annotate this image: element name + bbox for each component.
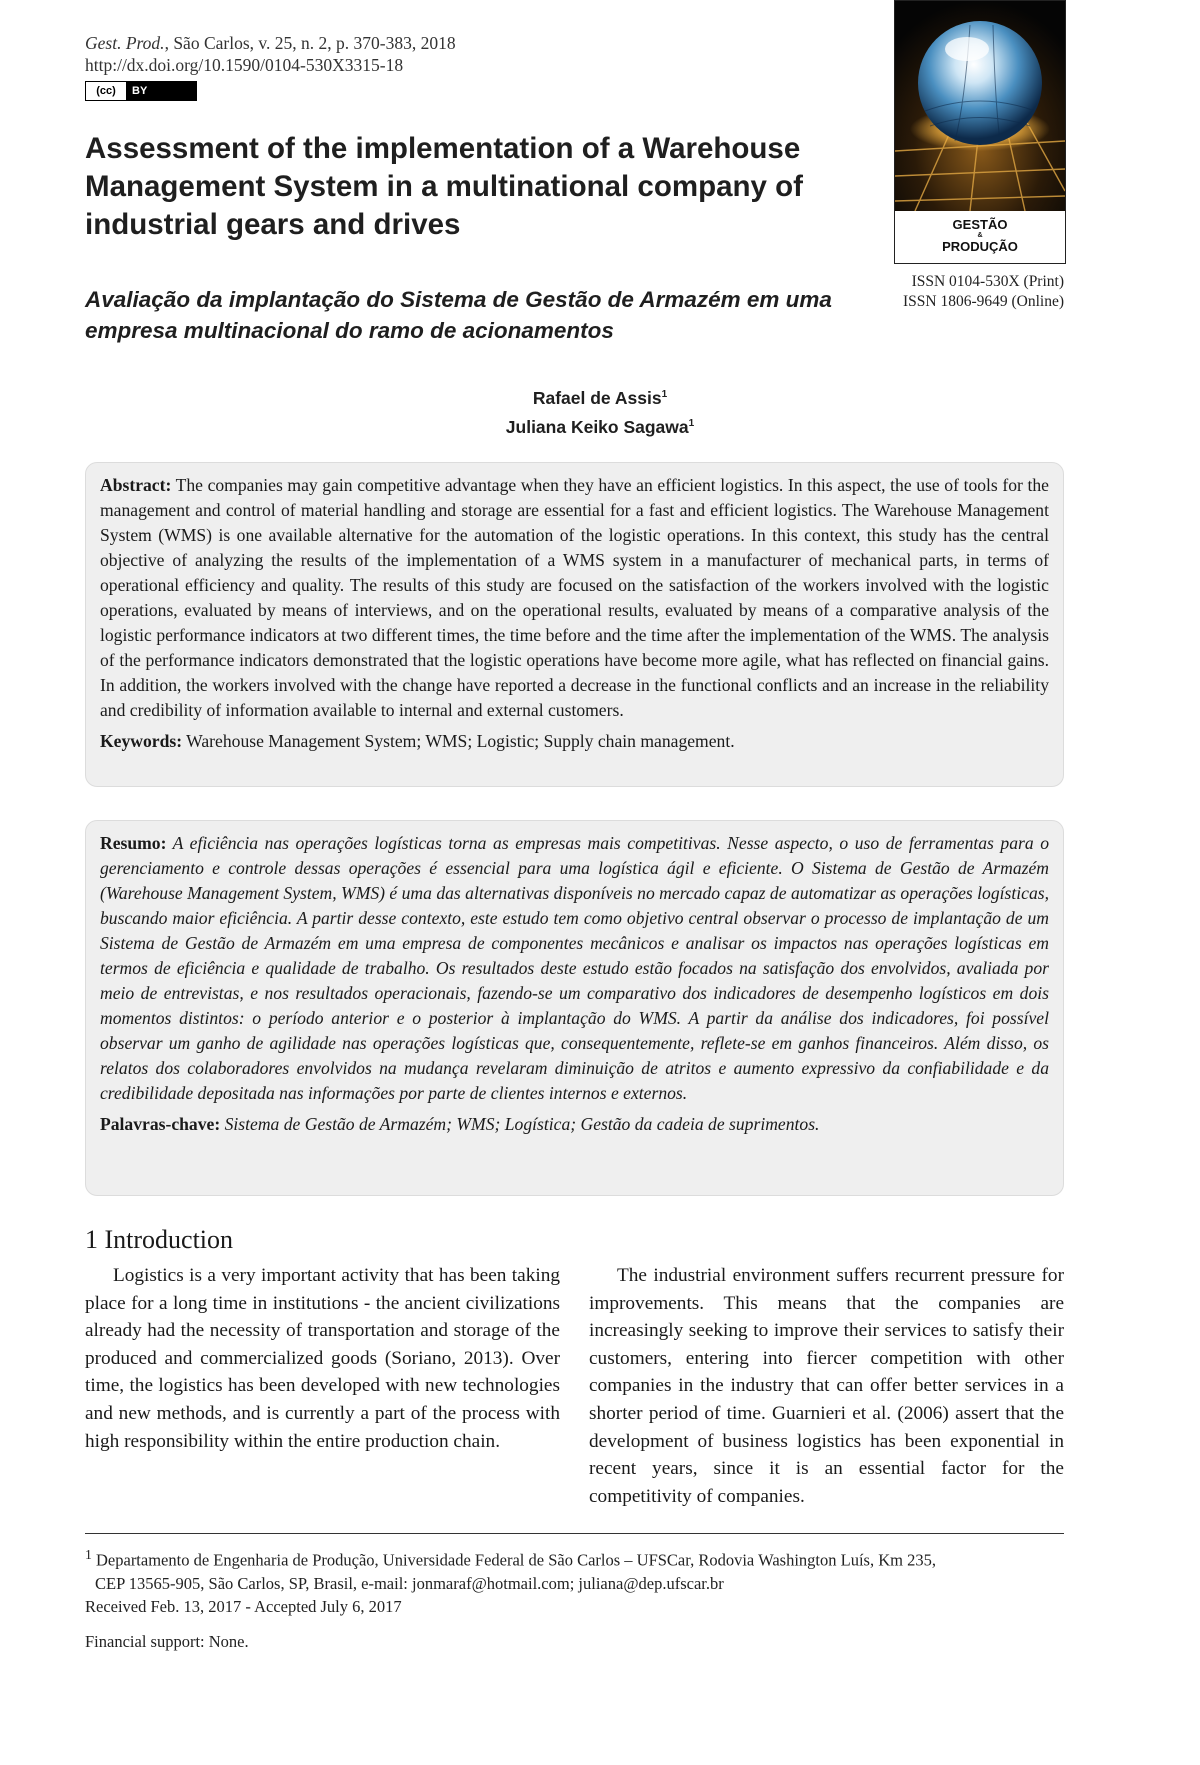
issn-block: [880, 272, 1064, 312]
keywords-label: Keywords:: [100, 731, 183, 751]
paper-subtitle: Avaliação da implantação do Sistema de Gestão de Armazém em uma empresa multinacional do ramo de acionamentos: [85, 287, 832, 343]
intro-paragraph: Logistics is a very important activity that has been taking place for a long time in institutions - the ancient civilizations already had the necessity of transportation and storage of the produced and commercialized goods (Soriano, 2013). Over time, the logistics has been developed with new technologies and new methods, and is currently a part of the process with high responsibility within the entire production chain.: [85, 1265, 560, 1452]
abstract-text: The companies may gain competitive advantage when they have an efficient logistics. In this aspect, the use of tools for the management and control of material handling and storage are essential for a fast and efficient logistics. The Warehouse Management System (WMS) is one available alternative for the automation of the logistic operations. In this context, this study has the central objective of analyzing the results of the implementation of a WMS system in a manufacturer of mechanical parts, in terms of operational efficiency and quality. The results of this study are focused on the satisfaction of the workers involved with the logistic operations, evaluated by means of interviews, and on the operational results, evaluated by means of a comparative analysis of the logistic performance indicators at two different times, the time before and the time after the implementation of the WMS. The analysis of the performance indicators demonstrated that the logistic operations have become more agile, what has reflected on financial gains. In addition, the workers involved with the change have reported a decrease in the functional conflicts and an increase in the reliability and credibility of information available to internal and external customers.: [100, 475, 1049, 720]
author-list: [0, 382, 1200, 440]
intro-column-left: [85, 1262, 560, 1455]
abstract-keywords: [100, 729, 1049, 754]
palavras-chave-text: Sistema de Gestão de Armazém; WMS; Logística; Gestão da cadeia de suprimentos.: [220, 1114, 820, 1134]
author-affiliation-marker: 1: [661, 389, 668, 400]
resumo-label: Resumo:: [100, 833, 167, 853]
resumo-text: A eficiência nas operações logísticas torna as empresas mais competitivas. Nesse aspecto, o uso de ferramentas para o gerenciamento e controle dessas operações é essencial para uma logística ágil e eficiente. O Sistema de Gestão de Armazém (Warehouse Management System, WMS) é uma das alternativas disponíveis no mercado capaz de automatizar as operações logísticas, buscando maior eficiência. A partir desse contexto, este estudo tem como objetivo central observar o processo de implantação de um Sistema de Gestão de Armazém em uma empresa de componentes mecânicos e analisar os impactos nas operações logísticas em termos de eficiência e qualidade de trabalho. Os resultados deste estudo estão focados na satisfação dos envolvidos, avaliada por meio de entrevistas, e nos resultados operacionais, fazendo-se um comparativo dos indicadores de desempenho logísticos em dois momentos distintos: o período anterior e o posterior à implantação do WMS. A partir da análise dos indicadores, foi possível observar um ganho de agilidade nas operações logísticas que, consequentemente, refletе-se em ganhos financeiros. Além disso, os relatos dos colaboradores envolvidos na mudança revelaram diminuição de atritos e aumento expressivo da confiabilidade e da credibilidade depositada nas informações por parte de clientes internos e externos.: [100, 833, 1049, 1103]
footnote-affiliation: Departamento de Engenharia de Produção, Universidade Federal de São Carlos – UFSCar, Rodovia Washington Luís, Km 235,: [91, 1550, 936, 1570]
author-name: Juliana Keiko Sagawa: [505, 416, 689, 437]
doi-link[interactable]: http://dx.doi.org/10.1590/0104-530X3315-18: [85, 55, 404, 75]
footnote-divider: [85, 1533, 1064, 1534]
cover-title: [895, 217, 1065, 255]
intro-column-right: [589, 1262, 1064, 1510]
journal-name: Gest. Prod.: [85, 33, 165, 53]
cover-line-producao: PRODUÇÃO: [942, 239, 1018, 254]
author: [0, 382, 1200, 411]
author-name: Rafael de Assis: [532, 387, 662, 408]
journal-citation: [85, 32, 456, 55]
journal-citation-details: , São Carlos, v. 25, n. 2, p. 370-383, 2018: [164, 33, 456, 53]
keywords-text: Warehouse Management System; WMS; Logistic; Supply chain management.: [182, 731, 735, 751]
resumo-box: [85, 820, 1064, 1196]
footnote-marker: 1: [85, 1547, 92, 1562]
cc-icon: (cc): [86, 82, 126, 100]
footnote-contact: CEP 13565-905, São Carlos, SP, Brasil, e-mail: jonmaraf@hotmail.com; juliana@dep.ufscar.br: [95, 1573, 724, 1593]
author: [0, 411, 1200, 440]
palavras-chave-label: Palavras-chave:: [100, 1114, 221, 1134]
paper-title: Assessment of the implementation of a Warehouse Management System in a multinational company of industrial gears and drives: [85, 132, 803, 241]
affiliation-footnote: [85, 1543, 1064, 1595]
cc-license-badge[interactable]: [85, 81, 197, 101]
resumo-paragraph: [100, 831, 1049, 1106]
abstract-paragraph: [100, 473, 1049, 723]
crystal-ball-cover-image: [895, 1, 1065, 211]
received-dates: Received Feb. 13, 2017 - Accepted July 6, 2017: [85, 1597, 402, 1616]
resumo-keywords: [100, 1112, 1049, 1137]
footnote-line: [85, 1543, 1064, 1572]
cover-line-gestao: GESTÃO: [952, 217, 1008, 232]
section-heading: 1 Introduction: [85, 1225, 234, 1254]
financial-support: Financial support: None.: [85, 1632, 249, 1651]
journal-cover: [894, 0, 1066, 264]
abstract-label: Abstract:: [100, 475, 172, 495]
cover-line-amp: &: [977, 232, 983, 239]
cc-by-label: BY: [126, 82, 196, 100]
intro-paragraph: The industrial environment suffers recurrent pressure for improvements. This means that the companies are increasingly seeking to improve their services to satisfy their customers, entering into fiercer competition with other companies in the industry that can offer better services in a shorter period of time. Guarnieri et al. (2006) assert that the development of business logistics has been exponential in recent years, since it is an essential factor for the competitivity of companies.: [589, 1265, 1064, 1507]
issn-print: ISSN 0104-530X (Print): [911, 273, 1064, 290]
author-affiliation-marker: 1: [688, 417, 695, 429]
issn-online: ISSN 1806-9649 (Online): [902, 293, 1064, 310]
abstract-box: [85, 462, 1064, 787]
